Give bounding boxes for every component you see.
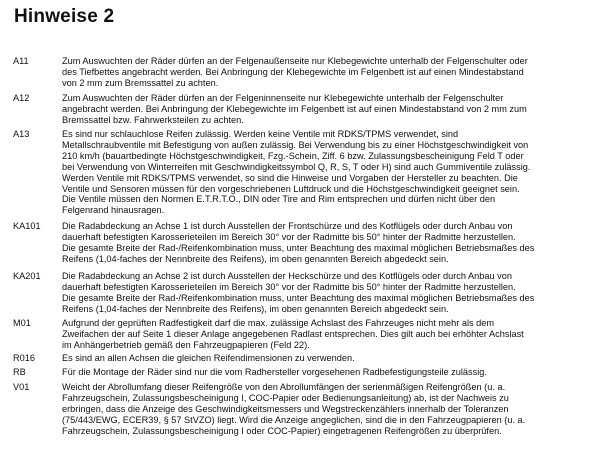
- note-text: Die Radabdeckung an Achse 2 ist durch Ausstellen der Heckschürze und des Kotflügels oder durch Anbau von dauerhaft befestigten Karosserieteilen im Bereich 30° vor der Radmitte bis 50° hinter der Radmitte herzustellen. Die gesamte Breite der Rad-/Reifenkombination muss, unter Beachtung des maximal möglichen Betriebsmaßes des Reifens (1,04-faches der Nennbreite des Reifens), im oben genannten Bereich abgedeckt sein.: [62, 271, 535, 314]
- note-text: Zum Auswuchten der Räder dürfen an der Felgenaußenseite nur Klebegewichte unterhalb der Felgenschulter oder des Tiefbettes angebracht werden. Bei Anbringung der Klebegewichte im Felgenbett ist auf einen Mindestabstand von 2 mm zum Bremssattel zu achten.: [62, 56, 528, 88]
- note-code: M01: [13, 318, 31, 328]
- note-text: Zum Auswuchten der Räder dürfen an der Felgeninnenseite nur Klebegewichte unterhalb der Felgenschulter angebracht werden. Bei Anbringung der Klebegewichte im Felgenbett ist auf einen Mindestabstand von 2 mm zum Bremssattel bzw. Fahrwerksteilen zu achten.: [62, 93, 527, 125]
- note-code: A11: [13, 56, 29, 66]
- note-text: Es sind nur schlauchlose Reifen zulässig. Werden keine Ventile mit RDKS/TPMS verwendet, sind Metallschraubventile mit Befestigung von außen zulässig. Bei Verwendung bis zu einer Höchstgeschwindigkeit von 210 km/h (bauartbedingte Höchstgeschwindigkeit, Fzg.-Schein, Ziff. 6 bzw. Zulassungsbescheinigung Feld T oder bei Verwendung von Winterreifen mit Geschwindigkeitssymbol Q, R, S, T oder H) sind auch Gummiventile zulässig. Werden Ventile mit RDKS/TPMS verwendet, so sind die Hinweise und Vorgaben der Hersteller zu beachten. Die Ventile und Sensoren müssen für den vorgeschriebenen Luftdruck und die Höchstgeschwindigkeit geeignet sein. Die Ventile müssen den Normen E.T.R.T.O., DIN oder Tire and Rim entsprechen und dürfen nicht über den Felgenrand hinausragen.: [62, 129, 531, 216]
- note-code: V01: [13, 382, 30, 392]
- note-text: Für die Montage der Räder sind nur die vom Radhersteller vorgesehenen Radbefestigungsteile zulässig.: [62, 367, 487, 377]
- note-text: Aufgrund der geprüften Radfestigkeit darf die max. zulässige Achslast des Fahrzeuges nicht mehr als dem Zweifachen der auf Seite 1 dieser Anlage angegebenen Radlast entsprechen. Dies gilt auch bei erhöhter Achslast im Anhängerbetrieb gemäß den Fahrzeugpapieren (Feld 22).: [62, 318, 524, 350]
- page-title: Hinweise 2: [14, 6, 115, 27]
- note-text: Die Radabdeckung an Achse 1 ist durch Ausstellen der Frontschürze und des Kotflügels oder durch Anbau von dauerhaft befestigten Karosserieteilen im Bereich 30° vor der Radmitte bis 50° hinter der Radmitte herzustellen. Die gesamte Breite der Rad-/Reifenkombination muss, unter Beachtung des maximal möglichen Betriebsmaßes des Reifens (1,04-faches der Nennbreite des Reifens), im oben genannten Bereich abgedeckt sein.: [62, 221, 535, 264]
- note-code: RB: [13, 367, 26, 377]
- note-code: KA101: [13, 221, 41, 231]
- note-code: R016: [13, 353, 35, 363]
- note-text: Weicht der Abrollumfang dieser Reifengröße von den Abrollumfängen der serienmäßigen Reifengrößen (u. a. Fahrzeugschein, Zulassungsbescheinigung I, COC-Papier oder Bedienungsanleitung) ab, ist der Nachweis zu erbringen, dass die Anzeige des Geschwindigkeitsmessers und Wegstreckenzählers innerhalb der Toleranzen (75/443/EWG, ECER39, § 57 StVZO) liegt. Wird die Anzeige angeglichen, sind die in den Fahrzeugpapieren (u. a. Fahrzeugschein, Zulassungsbescheinigung I oder COC-Papier) eingetragenen Reifengrößen zu überprüfen.: [62, 382, 526, 436]
- note-text: Es sind an allen Achsen die gleichen Reifendimensionen zu verwenden.: [62, 353, 355, 363]
- note-code: A12: [13, 93, 30, 103]
- note-code: KA201: [13, 271, 41, 281]
- note-code: A13: [13, 129, 30, 139]
